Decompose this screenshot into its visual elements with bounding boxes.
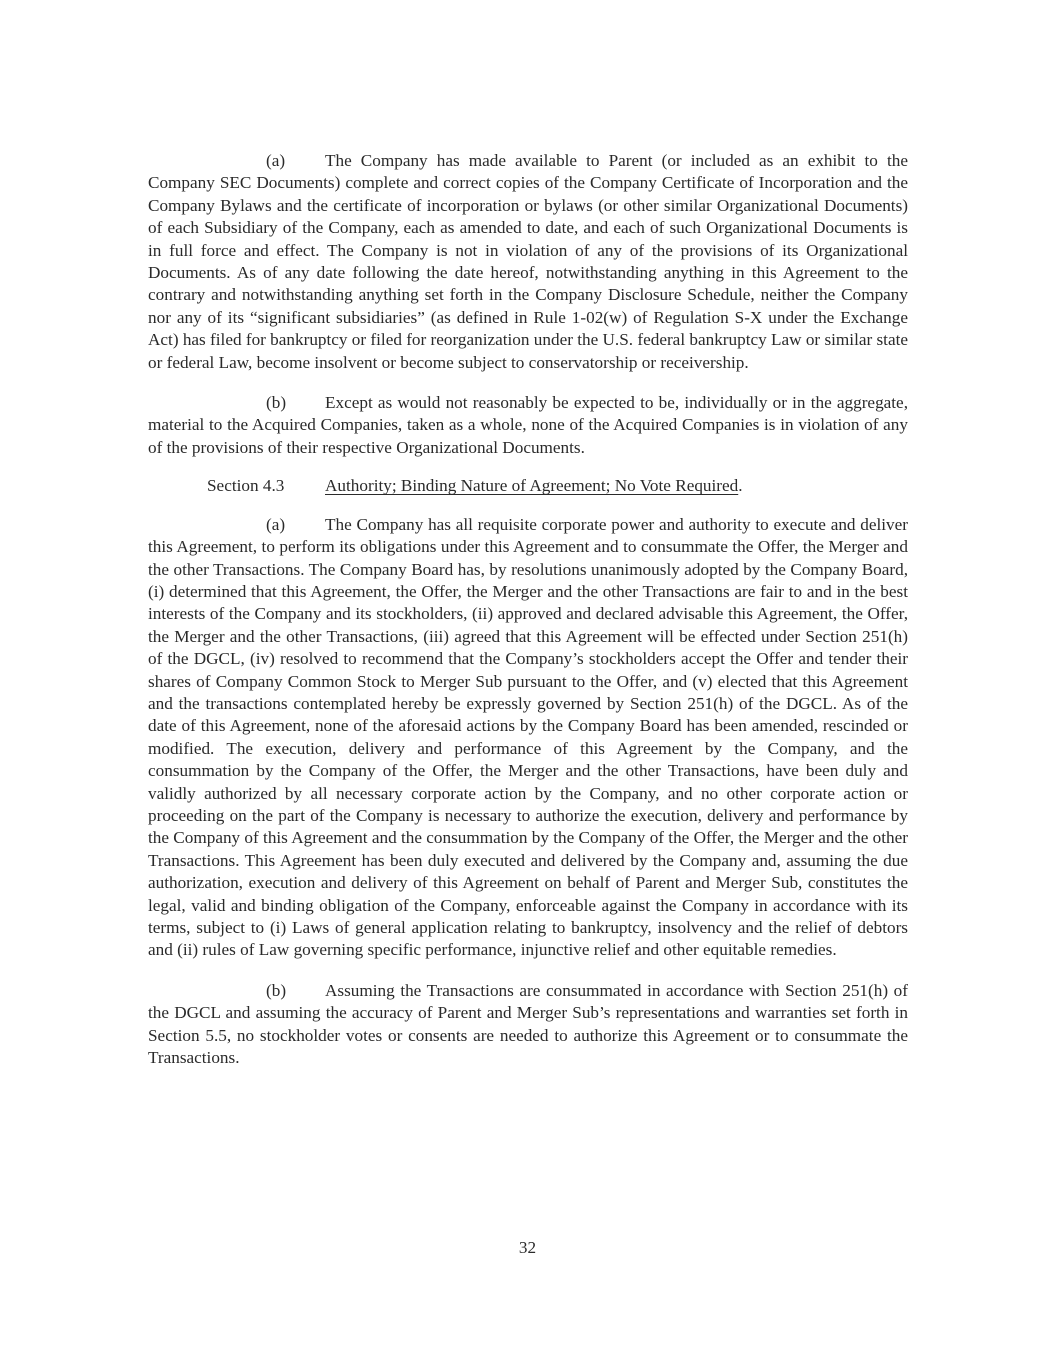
page-number: 32: [518, 1238, 537, 1257]
section-heading-4-3: [148, 475, 908, 497]
document-page: [148, 150, 908, 1069]
section-title-suffix: .: [738, 476, 743, 496]
paragraph-label: (a): [266, 151, 286, 170]
paragraph-4-2-b: [148, 392, 908, 459]
paragraph-4-2-a: [148, 150, 908, 374]
paragraph-text: The Company has made available to Parent (or included as an exhibit to the Company SEC Documents) complete and correct copies of the Company Certificate of Incorporation and the Company Bylaws and the certificate of incorporation or bylaws (or other similar Organizational Documents) of each Subsidiary of the Company, each as amended to date, and each of such Organizational Documents is in full force and effect. The Company is not in violation of any of the provisions of its Organizational Documents. As of any date following the date hereof, notwithstanding anything in this Agreement to the contrary and notwithstanding anything set forth in the Company Disclosure Schedule, neither the Company nor any of its “significant subsidiaries” (as defined in Rule 1-02(w) of Regulation S-X under the Exchange Act) has filed for bankruptcy or filed for reorganization under the U.S. federal bankruptcy Law or similar state or federal Law, become insolvent or become subject to conservatorship or receivership.: [148, 151, 908, 372]
paragraph-label: (b): [266, 980, 287, 1000]
paragraph-4-3-b: [148, 980, 908, 1070]
section-number: Section 4.3: [207, 476, 285, 496]
paragraph-label: (a): [266, 514, 286, 534]
paragraph-text: The Company has all requisite corporate power and authority to execute and deliver this Agreement, to perform its obligations under this Agreement and to consummate the Offer, the Merger and the other Transactions. The Company Board has, by resolutions unanimously adopted by the Company Board, (i) determined that this Agreement, the Offer, the Merger and the other Transactions are fair to and in the best interests of the Company and its stockholders, (ii) approved and declared advisable this Agreement, the Offer, the Merger and the other Transactions, (iii) agreed that this Agreement will be effected under Section 251(h) of the DGCL, (iv) resolved to recommend that the Company’s stockholders accept the Offer and tender their shares of Company Common Stock to Merger Sub pursuant to the Offer, and (v) elected that this Agreement and the transactions contemplated hereby be expressly governed by Section 251(h) of the DGCL. As of the date of this Agreement, none of the aforesaid actions by the Company Board has been amended, rescinded or modified. The execution, delivery and performance of this Agreement by the Company, and the consummation by the Company of the Offer, the Merger and the other Transactions, have been duly and validly authorized by all necessary corporate action by the Company, and no other corporate action or proceeding on the part of the Company is necessary to authorize the execution, delivery and performance by the Company of this Agreement and the consummation by the Company of the Offer, the Merger and the other Transactions. This Agreement has been duly executed and delivered by the Company and, assuming the due authorization, execution and delivery of this Agreement on behalf of Parent and Merger Sub, constitutes the legal, valid and binding obligation of the Company, enforceable against the Company in accordance with its terms, subject to (i) Laws of general application relating to bankruptcy, insolvency and the relief of debtors and (ii) rules of Law governing specific performance, injunctive relief and other equitable remedies.: [148, 514, 908, 960]
paragraph-label: (b): [266, 393, 287, 413]
section-title: Authority; Binding Nature of Agreement; No Vote Required: [325, 476, 739, 496]
paragraph-4-3-a: [148, 514, 908, 962]
paragraph-text: Except as would not reasonably be expected to be, individually or in the aggregate, material to the Acquired Companies, taken as a whole, none of the Acquired Companies is in violation of any of the provisions of their respective Organizational Documents.: [148, 393, 908, 457]
paragraph-text: Assuming the Transactions are consummated in accordance with Section 251(h) of the DGCL and assuming the accuracy of Parent and Merger Sub’s representations and warranties set forth in Section 5.5, no stockholder votes or consents are needed to authorize this Agreement or to consummate the Transactions.: [148, 980, 908, 1068]
